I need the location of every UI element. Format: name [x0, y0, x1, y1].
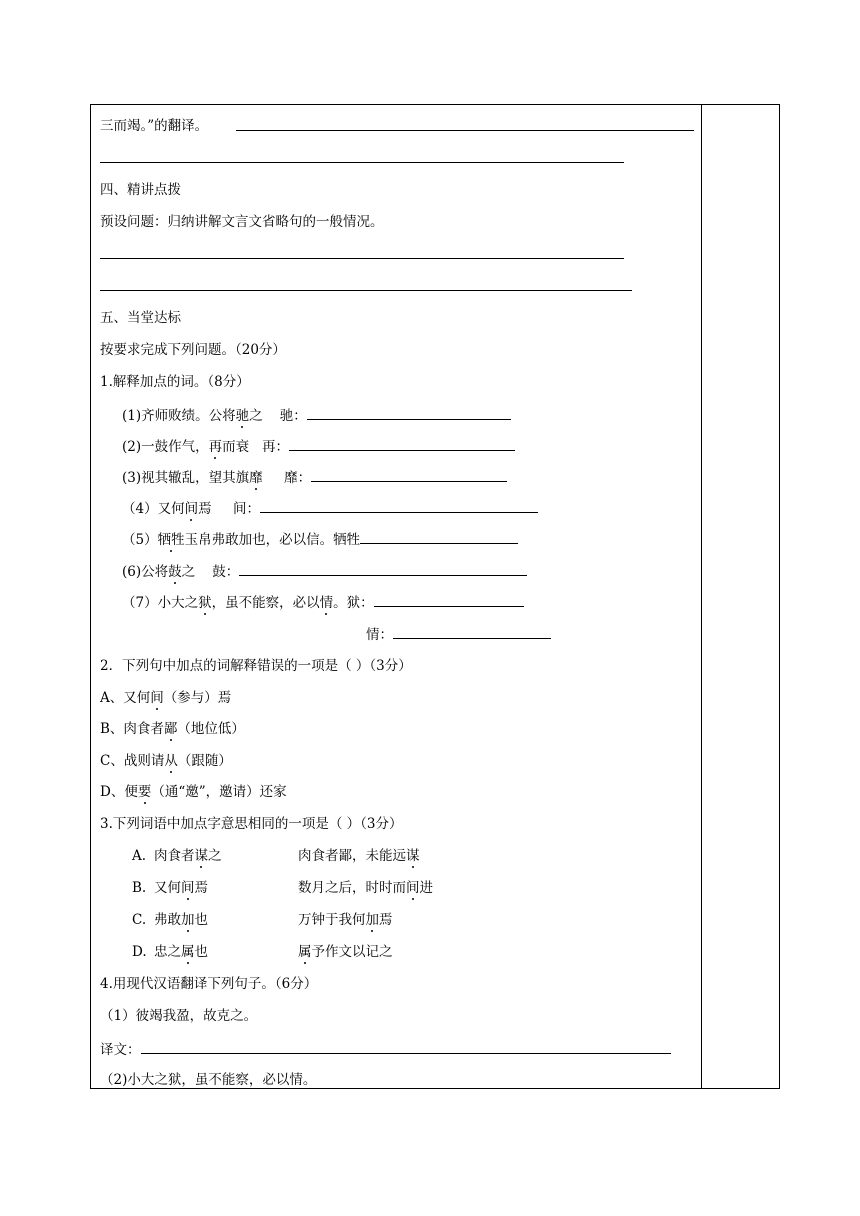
q3-option-b-left-pre: 又何 — [154, 880, 181, 896]
q1-item-6-pre: (6)公将 — [122, 564, 169, 580]
q1-item-7-dotted-2: 情 — [319, 595, 334, 611]
q2-option-d-post: （通“邀”，邀请）还家 — [151, 784, 287, 800]
q2-option-b-pre: B、肉食者 — [100, 721, 164, 737]
q3-option-d-left-post: 也 — [194, 944, 208, 960]
q1-item-7-pre: （7）小大之 — [122, 595, 199, 611]
q3-title: 3.下列词语中加点字意思相同的一项是（ ）（3分） — [100, 816, 403, 832]
q1-item-7-extra-label: 情： — [366, 627, 393, 643]
q1-item-5-blank[interactable] — [360, 529, 518, 544]
answer-line-2 — [100, 162, 624, 163]
q3-option-d-left-pre: 忠之 — [154, 944, 181, 960]
q1-item-2-dotted: 再 — [208, 439, 223, 455]
q1-item-6 — [122, 561, 527, 581]
q2-option-a-pre: A、又何 — [100, 690, 151, 706]
q3-option-c-right-post: 焉 — [379, 912, 393, 928]
table-column-divider — [701, 104, 702, 1089]
q3-option-b-left-dotted: 间 — [181, 880, 195, 896]
q3-option-b-right-pre: 数月之后，时时而 — [298, 880, 406, 896]
answer-line-3 — [100, 258, 624, 259]
q3-option-a-left-pre: 肉食者 — [154, 848, 195, 864]
q1-item-7-dotted-1: 狱 — [198, 595, 212, 611]
q1-item-4-dotted: 间 — [184, 501, 199, 517]
q1-item-7 — [122, 592, 524, 612]
q1-item-7-post: ，虽不能察，必以 — [211, 595, 320, 611]
q1-item-1 — [122, 405, 511, 425]
q4-translation-line — [100, 1039, 671, 1059]
q2-option-a-post: （参与）焉 — [163, 690, 232, 706]
q1-item-6-post: 之 鼓： — [181, 564, 240, 580]
q2-option-d-dotted: 要 — [137, 784, 152, 800]
q2-title: 2．下列句中加点的词解释错误的一项是（ ）（3分） — [100, 658, 412, 674]
q1-item-4-blank[interactable] — [260, 498, 538, 513]
q1-item-3-blank[interactable] — [311, 467, 507, 482]
q3-option-b-label: B. — [132, 880, 147, 896]
q2-option-c-dotted: 从 — [164, 753, 178, 769]
q3-option-d-right-post: 予作文以记之 — [311, 944, 393, 960]
q2-option-c-pre: C、战则请 — [100, 753, 165, 769]
section4-heading: 四、精讲点拨 — [100, 182, 181, 198]
q2-option-c — [100, 752, 232, 770]
q1-item-3 — [122, 467, 507, 487]
q3-option-d-right-dotted: 属 — [298, 944, 312, 960]
answer-line-4 — [100, 290, 632, 291]
q1-item-1-pre: (1)齐师败绩。公将 — [122, 408, 236, 424]
q1-item-5-post: 玉帛弗敢加也，必以信。牺牲 — [184, 532, 361, 548]
intro-tail-text: 三而竭。”的翻译。 — [100, 118, 209, 134]
q4-translation-label: 译文： — [100, 1042, 141, 1058]
q3-option-c-label: C. — [132, 912, 147, 928]
q1-item-7-extra-blank[interactable] — [393, 624, 551, 639]
q1-item-2-blank[interactable] — [289, 436, 515, 451]
q1-item-7-extra — [366, 624, 551, 644]
q3-option-a-right-pre: 肉食者鄙，未能远 — [298, 848, 406, 864]
q3-option-a-left-post: 之 — [208, 848, 222, 864]
answer-line-1 — [236, 130, 694, 131]
section4-question: 预设问题：归纳讲解文言文省略句的一般情况。 — [100, 214, 384, 230]
q4-sentence-1: （1）彼竭我盈，故克之。 — [100, 1008, 258, 1024]
q3-option-b-right-post: 进 — [419, 880, 433, 896]
q3-option-b-left-post: 焉 — [194, 880, 208, 896]
q2-option-b-dotted: 鄙 — [163, 721, 178, 737]
q1-item-7-post2: 。狱： — [333, 595, 374, 611]
q3-option-a-left-dotted: 谋 — [194, 848, 208, 864]
q2-option-b-post: （地位低） — [177, 721, 245, 737]
q1-item-1-blank[interactable] — [307, 405, 511, 420]
q2-option-d — [100, 783, 287, 801]
intro-tail-line — [100, 117, 208, 135]
q2-option-a — [100, 689, 231, 707]
q1-item-5-dotted: 牺牲 — [157, 532, 185, 548]
q2-option-b — [100, 720, 245, 738]
q2-option-d-pre: D、便 — [100, 784, 138, 800]
section5-instruction: 按要求完成下列问题。（20分） — [100, 342, 286, 358]
q3-option-c-right-dotted: 加 — [365, 912, 379, 928]
q1-item-1-dotted: 驰 — [235, 408, 250, 424]
q1-item-5 — [122, 529, 518, 549]
q1-item-4-post: 焉 间： — [198, 501, 261, 517]
q4-sentence-2: （2)小大之狱，虽不能察，必以情。 — [100, 1072, 317, 1088]
q3-option-a-right-dotted: 谋 — [406, 848, 420, 864]
q3-option-c-right-pre: 万钟于我何 — [298, 912, 366, 928]
q2-option-a-dotted: 间 — [150, 690, 164, 706]
q1-item-2-pre: (2)一鼓作气， — [122, 439, 209, 455]
q1-title: 1.解释加点的词。（8分） — [100, 374, 250, 390]
section5-heading: 五、当堂达标 — [100, 310, 181, 326]
q1-item-3-dotted: 靡 — [249, 470, 263, 486]
q1-item-4 — [122, 498, 538, 518]
q2-option-c-post: （跟随） — [177, 753, 232, 769]
q3-option-d-label: D. — [132, 944, 147, 960]
q3-option-c — [132, 911, 393, 929]
q1-item-3-post: 靡： — [262, 470, 312, 486]
q1-item-7-blank[interactable] — [374, 592, 524, 607]
q1-item-1-post: 之 驰： — [249, 408, 307, 424]
q1-item-3-pre: (3)视其辙乱，望其旗 — [122, 470, 250, 486]
q3-option-c-left-dotted: 加 — [181, 912, 195, 928]
q3-option-a-label: A. — [132, 848, 147, 864]
q3-option-d-left-dotted: 属 — [181, 944, 195, 960]
q3-option-d — [132, 943, 393, 961]
q1-item-4-pre: （4）又何 — [122, 501, 185, 517]
q3-option-c-left-post: 也 — [194, 912, 208, 928]
q4-title: 4.用现代汉语翻译下列句子。（6分） — [100, 976, 318, 992]
q1-item-6-blank[interactable] — [239, 561, 527, 576]
q3-option-c-left-pre: 弗敢 — [154, 912, 181, 928]
q4-translation-blank[interactable] — [141, 1039, 671, 1054]
q1-item-2 — [122, 436, 515, 456]
q3-option-a — [132, 847, 420, 865]
q1-item-6-dotted: 鼓 — [168, 564, 182, 580]
q1-item-5-pre: （5） — [122, 532, 158, 548]
q1-item-2-post: 而衰 再： — [222, 439, 289, 455]
q3-option-b-right-dotted: 间 — [406, 880, 420, 896]
q3-option-b — [132, 879, 433, 897]
